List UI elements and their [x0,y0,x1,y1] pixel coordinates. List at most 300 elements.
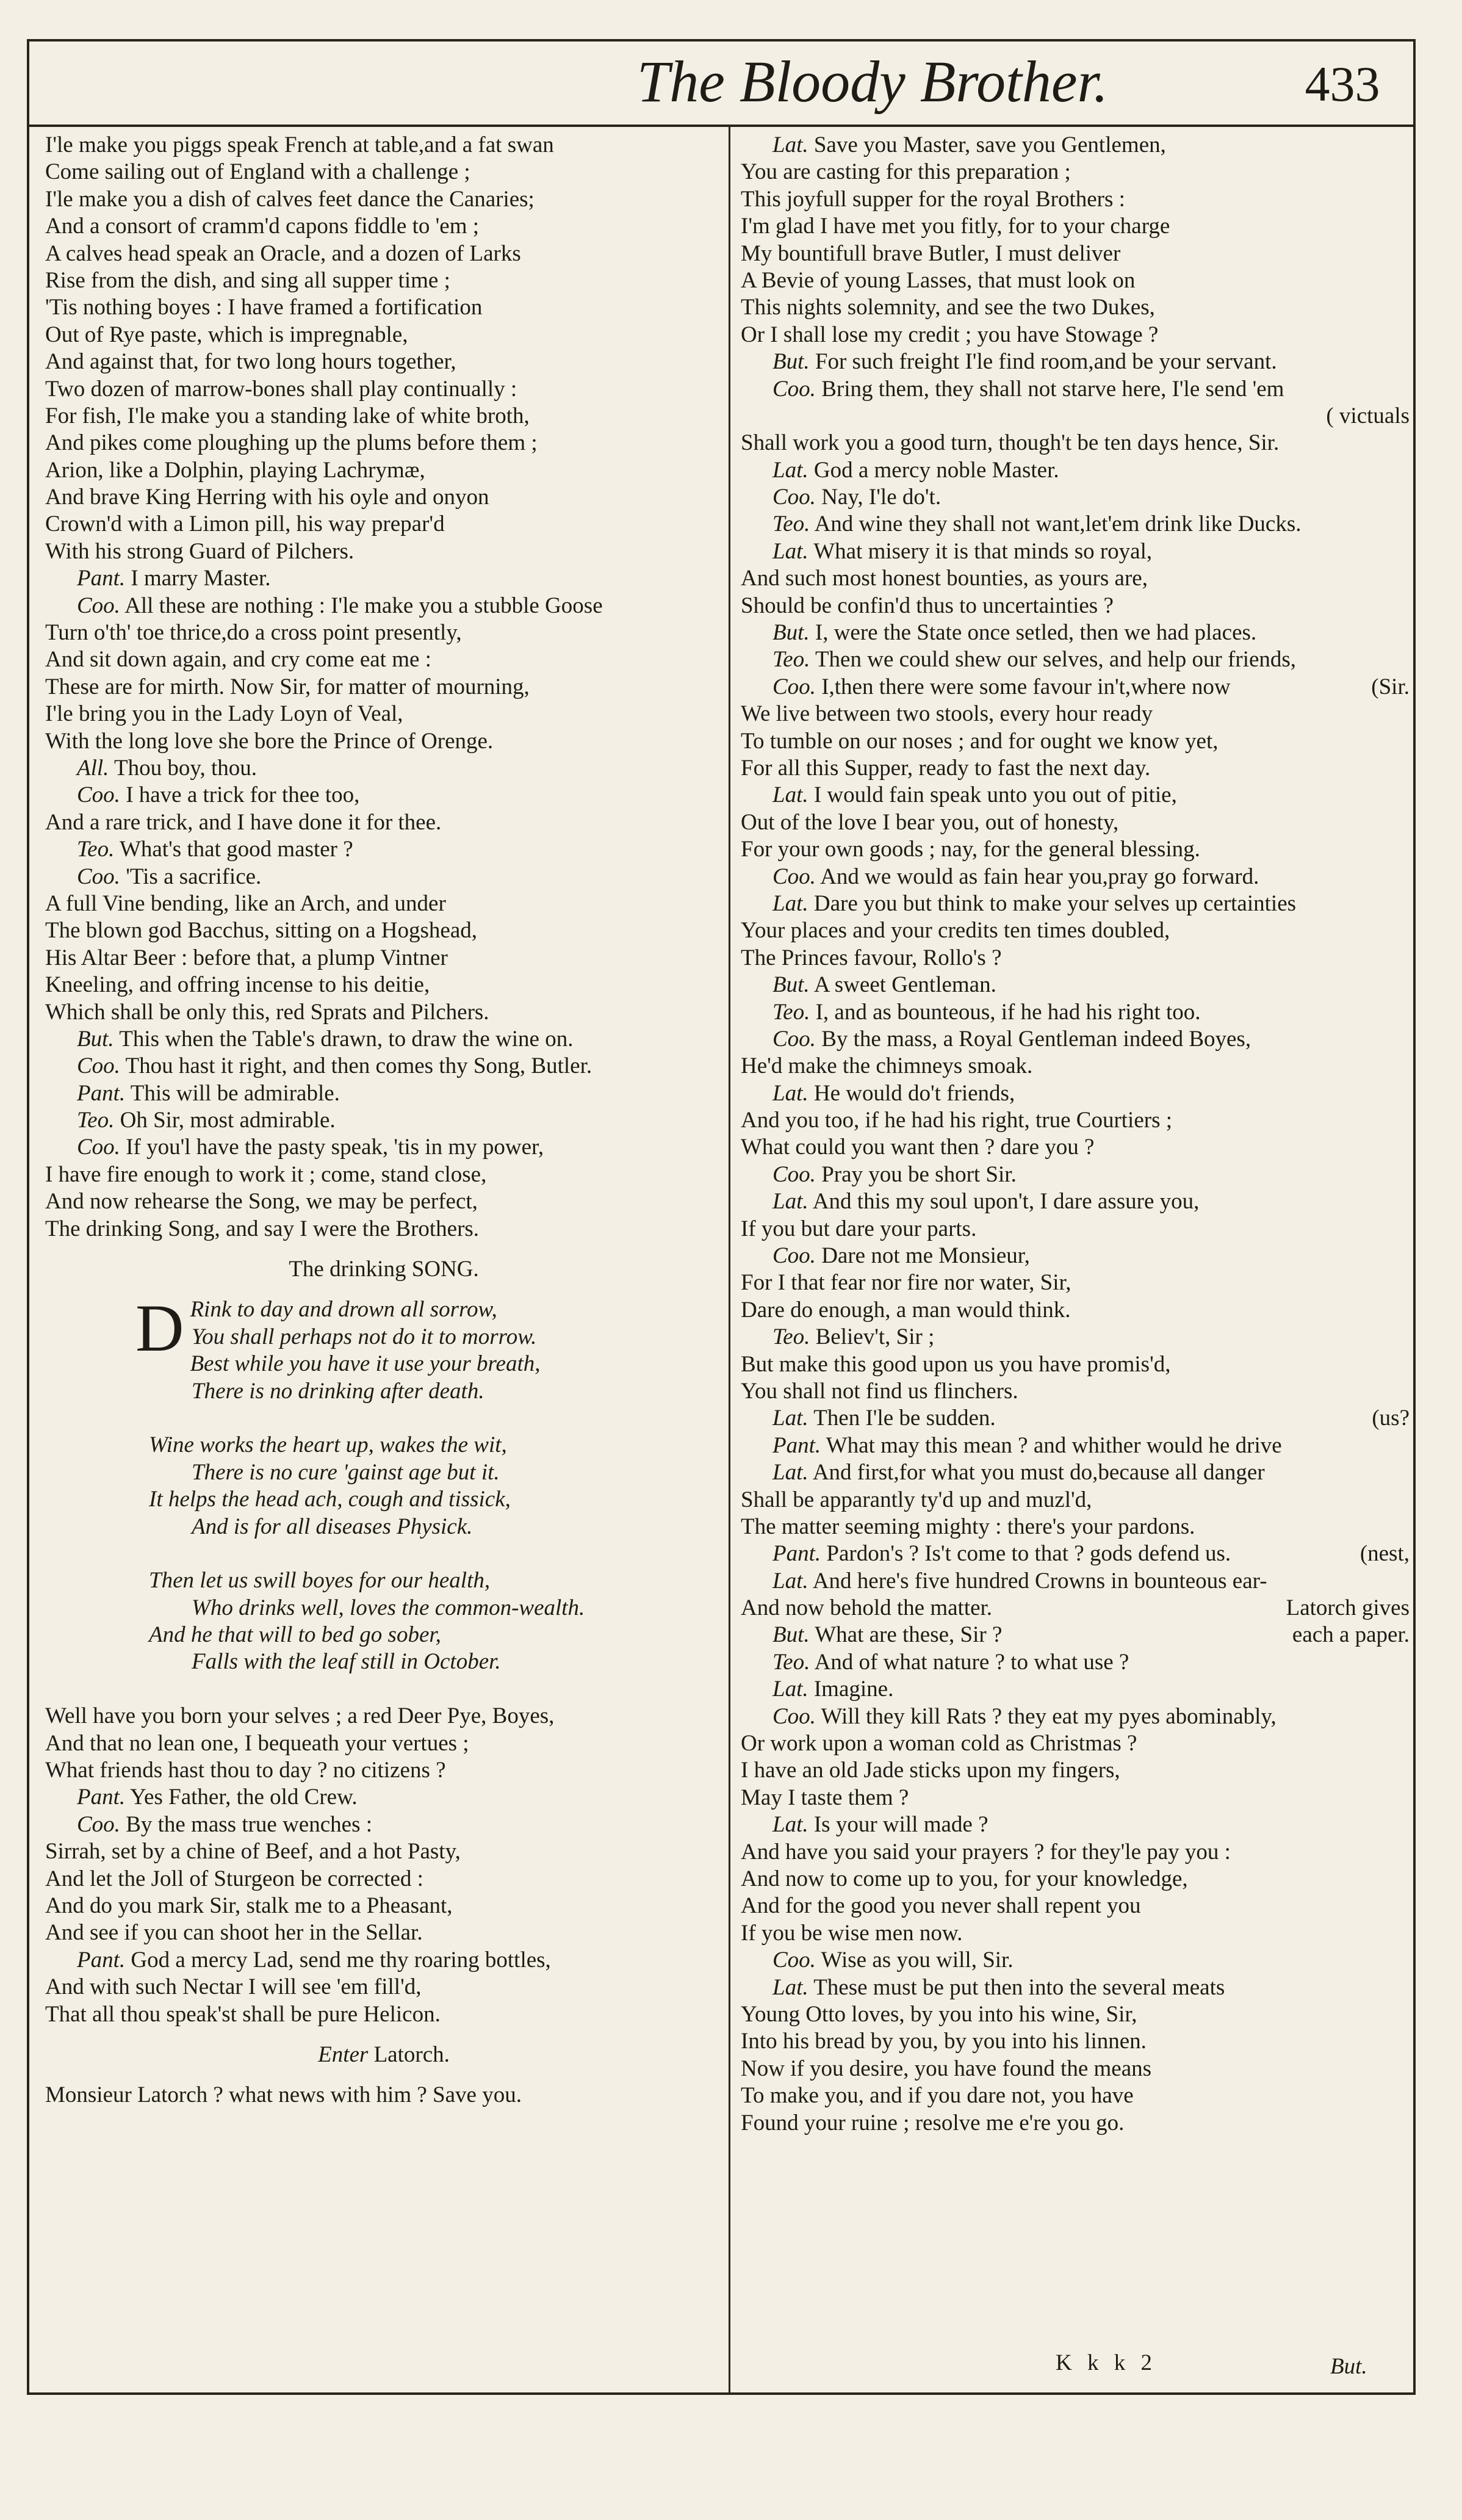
margin-note: each a paper. [1292,1622,1410,1648]
line-text: Dare do enough, a man would think. [741,1297,1071,1323]
line-text: Bring them, they shall not starve here, I'le send 'em [821,376,1284,402]
verse-line [741,1920,1410,1947]
speech-line [741,646,1410,673]
verse-line [741,1134,1410,1161]
spacer [45,1243,722,1256]
page-number: 433 [1305,56,1380,112]
line-text: The blown god Bacchus, sitting on a Hogshead, [45,918,478,944]
line-text: And with such Nectar I will see 'em fill'd, [45,1974,422,2000]
speaker-name: But. [772,1622,810,1648]
speaker-name: Coo. [772,674,816,699]
line-text: All these are nothing : I'le make you a stubble Goose [124,593,603,618]
drop-capital: D [135,1291,184,1366]
speech-line [45,593,722,619]
song-line [45,1324,722,1351]
verse-line [741,240,1410,267]
speaker-name: Teo. [772,647,810,673]
line-text: Rise from the dish, and sing all supper time ; [45,267,450,293]
line-text: We live between two stools, every hour ready [741,701,1153,727]
speech-line [741,1432,1410,1459]
speech-line [741,1026,1410,1053]
verse-line [741,755,1410,782]
song-text: And he that will to bed go sober, [149,1622,441,1648]
line-text: What may this mean ? and whither would he drive [826,1432,1282,1458]
verse-line [45,159,722,186]
verse-line [741,1839,1410,1866]
verse-line [741,1487,1410,1514]
speech-line [45,1080,722,1107]
line-text: I'le bring you in the Lady Loyn of Veal, [45,701,403,727]
song-line [45,1459,722,1486]
verse-line [45,1216,722,1243]
verse-line [45,2001,722,2028]
line-text: This joyfull supper for the royal Brothers : [741,186,1125,212]
line-text: Then I'le be sudden. [813,1406,996,1431]
speaker-name: Teo. [772,999,810,1025]
speech-line [741,782,1410,809]
verse-line [741,1866,1410,1893]
song-line [45,1432,722,1459]
speaker-name: Lat. [772,1974,808,2000]
speech-line [741,1568,1410,1595]
margin-note: (nest, [1359,1541,1410,1567]
verse-line [45,240,722,267]
speech-line [741,1649,1410,1676]
speaker-name: But. [772,972,810,998]
line-text: And let the Joll of Sturgeon be corrected : [45,1866,423,1891]
song-heading: The drinking SONG. [289,1257,479,1282]
speech-line [741,864,1410,890]
verse-line [741,1107,1410,1134]
speech-line [741,890,1410,917]
line-text: What are these, Sir ? [815,1622,1003,1648]
speaker-name: Teo. [772,1324,810,1350]
verse-line [741,1351,1410,1378]
line-text: God a mercy Lad, send me thy roaring bottles, [131,1947,551,1973]
line-text: My bountifull brave Butler, I must deliver [741,240,1121,266]
speaker-name: Coo. [77,1811,120,1837]
speech-line [741,376,1410,403]
stanza-gap [45,1540,722,1567]
line-text: Will they kill Rats ? they eat my pyes abominably, [821,1703,1277,1729]
verse-line [741,294,1410,321]
song-text: You shall perhaps not do it to morrow. [192,1324,537,1349]
line-text: You are casting for this preparation ; [741,159,1071,185]
speaker-name: Teo. [77,837,115,862]
line-text: God a mercy noble Master. [813,457,1059,483]
line-text: These are for mirth. Now Sir, for matter of mourning, [45,674,530,699]
speech-line [741,1676,1410,1703]
line-text: 'Tis a sacrifice. [126,864,262,889]
line-text: If you be wise men now. [741,1920,963,1946]
speaker-name: Pant. [77,1785,126,1810]
line-text: This will be admirable. [130,1080,340,1106]
verse-line [45,1188,722,1215]
verse-line [741,836,1410,863]
speaker-name: Lat. [772,132,808,157]
line-text: Or I shall lose my credit ; you have Stowage ? [741,322,1159,347]
speaker-name: Pant. [77,1080,126,1106]
line-text: You shall not find us flinchers. [741,1378,1018,1404]
verse-line [45,376,722,403]
verse-line [741,1730,1410,1757]
speaker-name: But. [77,1026,114,1052]
speaker-name: Coo. [77,1135,120,1160]
header-rule [27,125,1416,127]
speaker-name: Lat. [772,890,808,916]
speaker-name: Lat. [772,1677,808,1702]
line-text: The Princes favour, Rollo's ? [741,945,1002,970]
line-text: Turn o'th' toe thrice,do a cross point presently, [45,620,462,646]
speech-line [45,565,722,592]
line-text: What friends hast thou to day ? no citizens ? [45,1758,446,1783]
line-text: And such most honest bounties, as yours are, [741,566,1148,591]
speaker-name: Lat. [772,1812,808,1838]
speaker-name: Lat. [772,1568,808,1594]
speaker-name: Teo. [772,511,810,537]
line-text: By the mass true wenches : [126,1811,373,1837]
verse-line [741,322,1410,348]
speaker-name: Pant. [772,1541,821,1567]
right-column [741,132,1410,2137]
song-text: Falls with the leaf still in October. [192,1649,501,1675]
verse-line [45,619,722,646]
speaker-name: Coo. [772,376,816,402]
verse-line [45,457,722,484]
speaker-name: Coo. [77,593,120,618]
verse-line [741,403,1410,430]
verse-line [45,674,722,701]
line-text: Imagine. [813,1677,894,1702]
line-text: Young Otto loves, by you into his wine, Sir, [741,2001,1137,2027]
line-text: But make this good upon us you have promis'd, [741,1351,1171,1377]
song-text: There is no drinking after death. [192,1378,484,1404]
line-text: I'm glad I have met you fitly, for to your charge [741,214,1170,239]
speech-line [45,1107,722,1134]
line-text: Arion, like a Dolphin, playing Lachrymæ, [45,457,425,483]
line-text: Into his bread by you, by you into his linnen. [741,2029,1147,2054]
speech-line [741,1405,1410,1432]
verse-line [45,1974,722,2001]
speaker-name: Teo. [77,1108,115,1133]
speech-line [741,511,1410,538]
song-text: There is no cure 'gainst age but it. [192,1459,500,1485]
speech-line [741,484,1410,511]
line-text: His Altar Beer : before that, a plump Vintner [45,945,448,970]
speech-line [741,1540,1410,1567]
speech-line [45,782,722,809]
margin-note: Latorch gives [1286,1595,1410,1621]
verse-line [741,1757,1410,1784]
speaker-name: Coo. [772,1948,816,1973]
line-text: That all thou speak'st shall be pure Helicon. [45,2001,441,2027]
speaker-name: Lat. [772,538,808,564]
line-text: Wise as you will, Sir. [821,1948,1014,1973]
line-text: Sirrah, set by a chine of Beef, and a hot Pasty, [45,1839,461,1865]
column-rule [729,125,730,2395]
speech-line [741,1811,1410,1838]
signature-mark: K k k 2 [1056,2350,1157,2375]
line-text: Dare not me Monsieur, [821,1243,1030,1269]
speech-line [741,619,1410,646]
line-text: A calves head speak an Oracle, and a dozen of Larks [45,240,521,266]
margin-note: ( victuals [1326,403,1410,428]
line-text: Then we could shew our selves, and help our friends, [815,647,1297,673]
speech-line [741,1459,1410,1486]
verse-line [741,917,1410,944]
line-text: And that no lean one, I bequeath your vertues ; [45,1730,469,1756]
line-text: And brave King Herring with his oyle and onyon [45,485,489,510]
line-text: I have a trick for thee too, [126,782,360,808]
stage-direction [45,2042,722,2068]
line-text: And do you mark Sir, stalk me to a Pheasant, [45,1893,453,1918]
line-text: And against that, for two long hours together, [45,349,456,375]
speech-line [45,1947,722,1974]
line-text: For all this Supper, ready to fast the next day. [741,755,1151,781]
line-text: The drinking Song, and say I were the Brothers. [45,1216,480,1241]
song-line [45,1514,722,1540]
line-text: And for the good you never shall repent you [741,1893,1141,1919]
line-text: Save you Master, save you Gentlemen, [813,132,1166,157]
line-text: By the mass, a Royal Gentleman indeed Boyes, [821,1026,1251,1052]
line-text: For your own goods ; nay, for the general blessing. [741,837,1200,862]
line-text: Kneeling, and offring incense to his deitie, [45,972,430,998]
line-text: Should be confin'd thus to uncertainties ? [741,593,1114,618]
verse-line [741,213,1410,240]
speaker-name: Lat. [772,1080,808,1106]
speaker-name: Pant. [77,566,126,591]
line-text: And of what nature ? to what use ? [814,1649,1129,1675]
line-text: A full Vine bending, like an Arch, and under [45,890,446,916]
line-text: I,then there were some favour in't,where now [821,674,1231,699]
line-text: The matter seeming mighty : there's your pardons. [741,1514,1195,1539]
song-text: Wine works the heart up, wakes the wit, [149,1432,507,1458]
song-text: It helps the head ach, cough and tissick, [149,1487,511,1512]
line-text: Now if you desire, you have found the means [741,2056,1152,2081]
line-text: This nights solemnity, and see the two Dukes, [741,295,1155,320]
line-text: Out of the love I bear you, out of honesty, [741,809,1119,835]
song-text: Rink to day and drown all sorrow, [190,1297,497,1323]
speech-line [741,1947,1410,1974]
verse-line [45,646,722,673]
verse-line [45,294,722,321]
line-text: And you too, if he had his right, true Courtiers ; [741,1108,1173,1133]
song-line [45,1648,722,1675]
line-text: For fish, I'le make you a standing lake of white broth, [45,403,530,428]
line-text: Shall be apparantly ty'd up and muzl'd, [741,1487,1092,1512]
line-text: May I taste them ? [741,1785,909,1810]
verse-line [45,1919,722,1946]
song-text: Who drinks well, loves the common-wealth. [192,1595,585,1620]
song-line [45,1595,722,1622]
speech-line [741,674,1410,701]
verse-line [45,1893,722,1919]
speaker-name: Lat. [772,1406,808,1431]
line-text: Believ't, Sir ; [815,1324,935,1350]
line-text: Monsieur Latorch ? what news with him ? Save you. [45,2082,522,2108]
speaker-name: Teo. [772,1649,810,1675]
line-text: Dare you but think to make your selves up certainties [813,890,1297,916]
verse-line [741,1595,1410,1622]
verse-line [45,132,722,159]
song-text: And is for all diseases Physick. [192,1514,473,1539]
verse-line [741,809,1410,836]
spacer [45,2068,722,2082]
verse-line [45,2082,722,2109]
speech-line [741,999,1410,1026]
song-line [45,1378,722,1405]
speech-line [741,348,1410,375]
line-text: Your places and your credits ten times doubled, [741,918,1170,944]
line-text: Well have you born your selves ; a red Deer Pye, Boyes, [45,1703,555,1729]
catchword: But. [1330,2354,1367,2379]
verse-line [45,1730,722,1757]
song-line [45,1622,722,1648]
speech-line [45,755,722,782]
song-line [45,1351,722,1377]
line-text: And see if you can shoot her in the Sellar. [45,1920,423,1946]
speaker-name: Coo. [77,864,120,889]
line-text: I'le make you a dish of calves feet dance the Canaries; [45,186,535,212]
song-text: Then let us swill boyes for our health, [149,1568,491,1594]
line-text: These must be put then into the several meats [813,1974,1225,2000]
verse-line [741,593,1410,619]
speaker-name: Lat. [772,1460,808,1486]
line-text: He would do't friends, [813,1080,1015,1106]
speech-line [741,538,1410,565]
verse-line [45,809,722,836]
verse-line [741,2028,1410,2055]
speaker-name: Lat. [772,457,808,483]
verse-line [45,945,722,972]
verse-line [45,890,722,917]
line-text: Come sailing out of England with a challenge ; [45,159,470,185]
line-text: And pikes come ploughing up the plums before them ; [45,430,538,456]
verse-line [45,728,722,755]
line-text: Oh Sir, most admirable. [120,1108,336,1133]
speaker-name: Coo. [772,1161,816,1187]
line-text: Pray you be short Sir. [821,1161,1017,1187]
verse-line [45,403,722,430]
running-title: The Bloody Brother. [636,49,1109,114]
line-text: For such freight I'le find room,and be your servant. [815,349,1277,375]
verse-line [45,1703,722,1730]
speech-line [45,1784,722,1811]
line-text: And have you said your prayers ? for they'le pay you : [741,1839,1231,1865]
verse-line [741,267,1410,294]
verse-line [45,917,722,944]
line-text: And now to come up to you, for your knowledge, [741,1866,1188,1891]
line-text: And a consort of cramm'd capons fiddle to 'em ; [45,214,480,239]
speaker-name: Coo. [77,1053,120,1079]
verse-line [45,511,722,538]
verse-line [741,1514,1410,1540]
verse-line [45,972,722,998]
verse-line [741,1053,1410,1080]
verse-line [741,1297,1410,1324]
line-text: And here's five hundred Crowns in bounteous ear- [812,1568,1267,1594]
verse-line [741,2056,1410,2082]
verse-line [741,1378,1410,1405]
line-text: I have fire enough to work it ; come, stand close, [45,1161,487,1187]
line-text: And now behold the matter. [741,1595,993,1621]
verse-line [45,186,722,213]
line-text: What's that good master ? [119,837,353,862]
speaker-name: Coo. [772,1703,816,1729]
line-text: He'd make the chimneys smoak. [741,1053,1033,1079]
speech-line [741,972,1410,998]
verse-line [45,701,722,727]
stage-direction-enter: Enter [318,2042,369,2067]
line-text: I, were the State once setled, then we had places. [815,620,1257,646]
line-text: I marry Master. [131,566,271,591]
line-text: If you but dare your parts. [741,1216,977,1241]
line-text: Which shall be only this, red Sprats and Pilchers. [45,999,489,1025]
line-text: I, and as bounteous, if he had his right too. [815,999,1201,1025]
verse-line [45,430,722,457]
verse-line [741,701,1410,727]
verse-line [741,2082,1410,2109]
verse-line [45,213,722,240]
line-text: 'Tis nothing boyes : I have framed a fortification [45,295,483,320]
line-text: Crown'd with a Limon pill, his way prepar'd [45,511,445,537]
verse-line [741,1216,1410,1243]
speaker-name: Lat. [772,782,808,808]
verse-line [45,1161,722,1188]
line-text: A Bevie of young Lasses, that must look on [741,267,1136,293]
verse-line [45,538,722,565]
speech-line [741,1703,1410,1730]
line-text: This when the Table's drawn, to draw the wine on. [119,1026,574,1052]
line-text: And now rehearse the Song, we may be perfect, [45,1189,478,1215]
speech-line [741,1243,1410,1269]
speech-line [45,1811,722,1838]
verse-line [45,484,722,511]
line-text: To make you, and if you dare not, you have [741,2083,1134,2109]
line-text: Yes Father, the old Crew. [130,1785,358,1810]
line-text: If you'l have the pasty speak, 'tis in my power, [126,1135,544,1160]
line-text: I'le make you piggs speak French at table,and a fat swan [45,132,554,157]
speech-line [741,1080,1410,1107]
verse-line [741,2001,1410,2028]
spacer [45,2028,722,2042]
line-text: A sweet Gentleman. [813,972,996,998]
speech-line [45,864,722,890]
line-text: Pardon's ? Is't come to that ? gods defend us. [826,1541,1231,1567]
verse-line [45,267,722,294]
verse-line [741,430,1410,457]
line-text: And first,for what you must do,because all danger [812,1460,1265,1486]
speaker-name: Coo. [772,1243,816,1269]
line-text: For I that fear nor fire nor water, Sir, [741,1270,1071,1296]
speaker-name: Coo. [772,485,816,510]
line-text: Found your ruine ; resolve me e're you go. [741,2110,1125,2136]
speaker-name: Lat. [772,1189,808,1215]
verse-line [741,945,1410,972]
verse-line [45,348,722,375]
line-text: With his strong Guard of Pilchers. [45,538,355,564]
speech-line [741,1161,1410,1188]
line-text: And this my soul upon't, I dare assure you, [812,1189,1200,1215]
speech-line [45,836,722,863]
line-text: To tumble on our noses ; and for ought we know yet, [741,728,1219,754]
line-text: Two dozen of marrow-bones shall play continually : [45,376,517,402]
line-text: Is your will made ? [813,1812,988,1838]
speech-line [741,1188,1410,1215]
speaker-name: Coo. [772,1026,816,1052]
verse-line [741,1269,1410,1296]
stanza-gap [45,1676,722,1703]
